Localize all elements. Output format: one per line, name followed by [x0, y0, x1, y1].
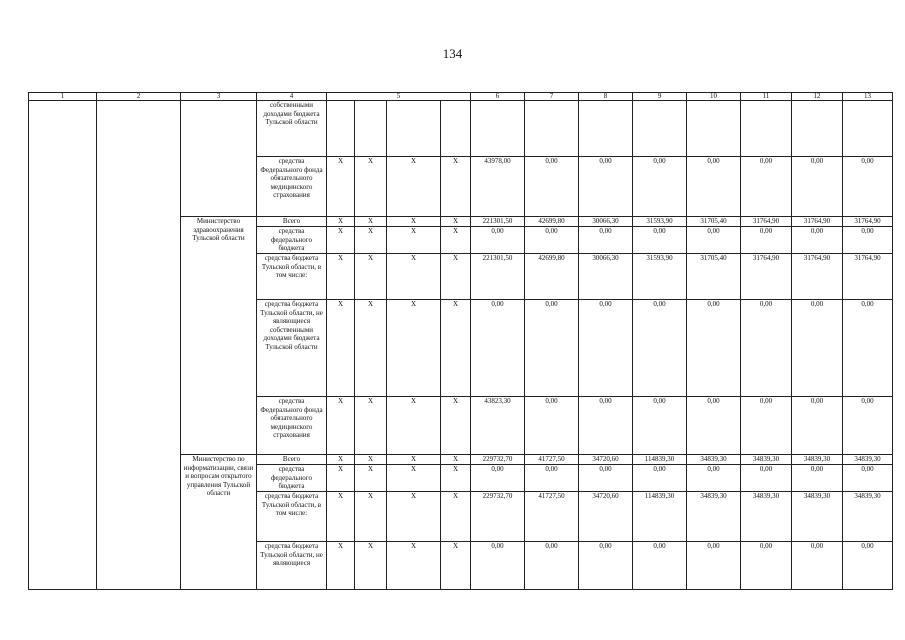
x-mark-cell: X [441, 227, 471, 254]
x-mark-cell: X [387, 492, 441, 542]
value-cell: 0,00 [579, 542, 633, 590]
value-cell: 0,00 [843, 300, 893, 397]
x-mark-cell: X [355, 217, 387, 227]
value-cell: 34839,30 [792, 455, 843, 465]
value-cell: 0,00 [471, 465, 525, 492]
x-mark-cell: X [441, 455, 471, 465]
funding-source-cell: средства бюджета Тульской области, не являющиеся [257, 542, 327, 590]
value-cell: 0,00 [579, 157, 633, 217]
value-cell: 0,00 [579, 397, 633, 455]
x-mark-cell: X [355, 492, 387, 542]
value-cell: 0,00 [792, 397, 843, 455]
x-mark-cell: X [327, 254, 355, 300]
funding-source-cell: средства Федерального фонда обязательного медицинского страхования [257, 397, 327, 455]
value-cell: 0,00 [687, 227, 741, 254]
x-mark-cell: X [387, 157, 441, 217]
value-cell: 34839,30 [741, 455, 792, 465]
organization-cell: Министерство здравоохранения Тульской области [181, 217, 257, 455]
organization-cell [181, 101, 257, 217]
value-cell: 0,00 [687, 542, 741, 590]
x-mark-cell: X [327, 300, 355, 397]
value-cell: 0,00 [792, 465, 843, 492]
value-cell: 0,00 [843, 227, 893, 254]
x-mark-cell: X [355, 300, 387, 397]
header-cell: 3 [181, 93, 257, 101]
value-cell: 0,00 [525, 227, 579, 254]
value-cell: 31705,40 [687, 254, 741, 300]
x-mark-cell: X [355, 455, 387, 465]
value-cell: 31764,90 [741, 254, 792, 300]
x-mark-cell: X [441, 397, 471, 455]
value-cell: 42699,80 [525, 217, 579, 227]
x-mark-cell [327, 101, 355, 157]
value-cell: 0,00 [687, 465, 741, 492]
value-cell: 34720,60 [579, 455, 633, 465]
value-cell [579, 101, 633, 157]
x-mark-cell: X [355, 397, 387, 455]
value-cell: 34839,30 [843, 492, 893, 542]
value-cell: 0,00 [741, 542, 792, 590]
value-cell: 0,00 [687, 397, 741, 455]
x-mark-cell: X [387, 465, 441, 492]
value-cell: 31593,90 [633, 254, 687, 300]
value-cell: 0,00 [843, 397, 893, 455]
value-cell: 31764,90 [792, 254, 843, 300]
value-cell: 30066,30 [579, 254, 633, 300]
value-cell [633, 101, 687, 157]
header-cell: 13 [843, 93, 893, 101]
value-cell: 229732,70 [471, 455, 525, 465]
value-cell [525, 101, 579, 157]
value-cell: 31705,40 [687, 217, 741, 227]
x-mark-cell [387, 101, 441, 157]
value-cell: 43978,00 [471, 157, 525, 217]
x-mark-cell: X [387, 397, 441, 455]
value-cell: 0,00 [525, 157, 579, 217]
value-cell: 31764,90 [792, 217, 843, 227]
x-mark-cell: X [441, 157, 471, 217]
header-cell: 10 [687, 93, 741, 101]
header-cell: 1 [29, 93, 97, 101]
x-mark-cell: X [387, 254, 441, 300]
funding-source-cell: средства Федерального фонда обязательного медицинского страхования [257, 157, 327, 217]
x-mark-cell: X [387, 300, 441, 397]
value-cell: 0,00 [843, 465, 893, 492]
funding-source-cell: собственными доходами бюджета Тульской области [257, 101, 327, 157]
x-mark-cell: X [355, 254, 387, 300]
x-mark-cell: X [387, 227, 441, 254]
funding-source-cell: средства федерального бюджета [257, 465, 327, 492]
funding-source-cell: Всего [257, 455, 327, 465]
value-cell: 34839,30 [687, 455, 741, 465]
value-cell: 221301,50 [471, 254, 525, 300]
table-row [29, 101, 893, 157]
x-mark-cell: X [327, 217, 355, 227]
x-mark-cell: X [327, 465, 355, 492]
x-mark-cell: X [441, 465, 471, 492]
value-cell: 31764,90 [843, 217, 893, 227]
value-cell: 34720,60 [579, 492, 633, 542]
value-cell [471, 101, 525, 157]
header-cell: 5 [327, 93, 471, 101]
value-cell: 42699,80 [525, 254, 579, 300]
header-row [29, 93, 893, 101]
x-mark-cell [441, 101, 471, 157]
value-cell: 0,00 [525, 397, 579, 455]
value-cell: 0,00 [579, 465, 633, 492]
value-cell: 31764,90 [843, 254, 893, 300]
header-cell: 12 [792, 93, 843, 101]
x-mark-cell: X [327, 227, 355, 254]
x-mark-cell: X [355, 542, 387, 590]
x-mark-cell: X [327, 542, 355, 590]
x-mark-cell: X [387, 217, 441, 227]
value-cell: 0,00 [471, 542, 525, 590]
value-cell: 0,00 [843, 542, 893, 590]
value-cell: 0,00 [633, 397, 687, 455]
value-cell: 0,00 [792, 300, 843, 397]
budget-table [28, 92, 893, 590]
header-cell: 7 [525, 93, 579, 101]
x-mark-cell: X [441, 217, 471, 227]
organization-cell: Министерство по информатизации, связи и вопросам открытого управления Тульской области [181, 455, 257, 590]
value-cell: 0,00 [471, 227, 525, 254]
x-mark-cell: X [441, 492, 471, 542]
value-cell [741, 101, 792, 157]
value-cell: 34839,30 [741, 492, 792, 542]
value-cell: 0,00 [741, 465, 792, 492]
col1-cell [29, 101, 97, 590]
value-cell: 0,00 [843, 157, 893, 217]
x-mark-cell: X [327, 397, 355, 455]
value-cell: 41727,50 [525, 455, 579, 465]
value-cell [843, 101, 893, 157]
value-cell: 0,00 [792, 227, 843, 254]
x-mark-cell: X [327, 492, 355, 542]
value-cell [792, 101, 843, 157]
funding-source-cell: средства бюджета Тульской области, в том числе: [257, 254, 327, 300]
value-cell: 30066,30 [579, 217, 633, 227]
value-cell: 31764,90 [741, 217, 792, 227]
x-mark-cell: X [327, 157, 355, 217]
funding-source-cell: Всего [257, 217, 327, 227]
x-mark-cell: X [387, 455, 441, 465]
value-cell: 0,00 [633, 542, 687, 590]
header-cell: 11 [741, 93, 792, 101]
header-cell: 8 [579, 93, 633, 101]
value-cell: 0,00 [525, 542, 579, 590]
x-mark-cell: X [441, 300, 471, 397]
x-mark-cell: X [355, 227, 387, 254]
value-cell: 0,00 [687, 300, 741, 397]
value-cell: 43823,30 [471, 397, 525, 455]
value-cell: 0,00 [633, 227, 687, 254]
value-cell: 0,00 [792, 157, 843, 217]
value-cell: 0,00 [741, 397, 792, 455]
value-cell: 0,00 [687, 157, 741, 217]
value-cell: 0,00 [579, 300, 633, 397]
header-cell: 9 [633, 93, 687, 101]
x-mark-cell: X [387, 542, 441, 590]
x-mark-cell: X [327, 455, 355, 465]
value-cell: 0,00 [741, 227, 792, 254]
value-cell: 229732,70 [471, 492, 525, 542]
value-cell [687, 101, 741, 157]
x-mark-cell [355, 101, 387, 157]
x-mark-cell: X [355, 157, 387, 217]
header-cell: 4 [257, 93, 327, 101]
col2-cell [97, 101, 181, 590]
value-cell: 114839,30 [633, 455, 687, 465]
value-cell: 0,00 [633, 157, 687, 217]
value-cell: 0,00 [741, 157, 792, 217]
value-cell: 0,00 [792, 542, 843, 590]
funding-source-cell: средства бюджета Тульской области, в том числе: [257, 492, 327, 542]
value-cell: 0,00 [633, 465, 687, 492]
value-cell: 34839,30 [687, 492, 741, 542]
header-cell: 2 [97, 93, 181, 101]
value-cell: 0,00 [525, 300, 579, 397]
value-cell: 0,00 [633, 300, 687, 397]
page-number: 134 [442, 46, 463, 61]
value-cell: 31593,90 [633, 217, 687, 227]
x-mark-cell: X [441, 254, 471, 300]
value-cell: 114839,30 [633, 492, 687, 542]
funding-source-cell: средства федерального бюджета [257, 227, 327, 254]
value-cell: 0,00 [579, 227, 633, 254]
value-cell: 221301,50 [471, 217, 525, 227]
value-cell: 34839,30 [843, 455, 893, 465]
funding-source-cell: средства бюджета Тульской области, не являющиеся собственными доходами бюджета Тульской области [257, 300, 327, 397]
value-cell: 0,00 [741, 300, 792, 397]
value-cell: 41727,50 [525, 492, 579, 542]
value-cell: 0,00 [471, 300, 525, 397]
value-cell: 0,00 [525, 465, 579, 492]
value-cell: 34839,30 [792, 492, 843, 542]
x-mark-cell: X [441, 542, 471, 590]
header-cell: 6 [471, 93, 525, 101]
x-mark-cell: X [355, 465, 387, 492]
